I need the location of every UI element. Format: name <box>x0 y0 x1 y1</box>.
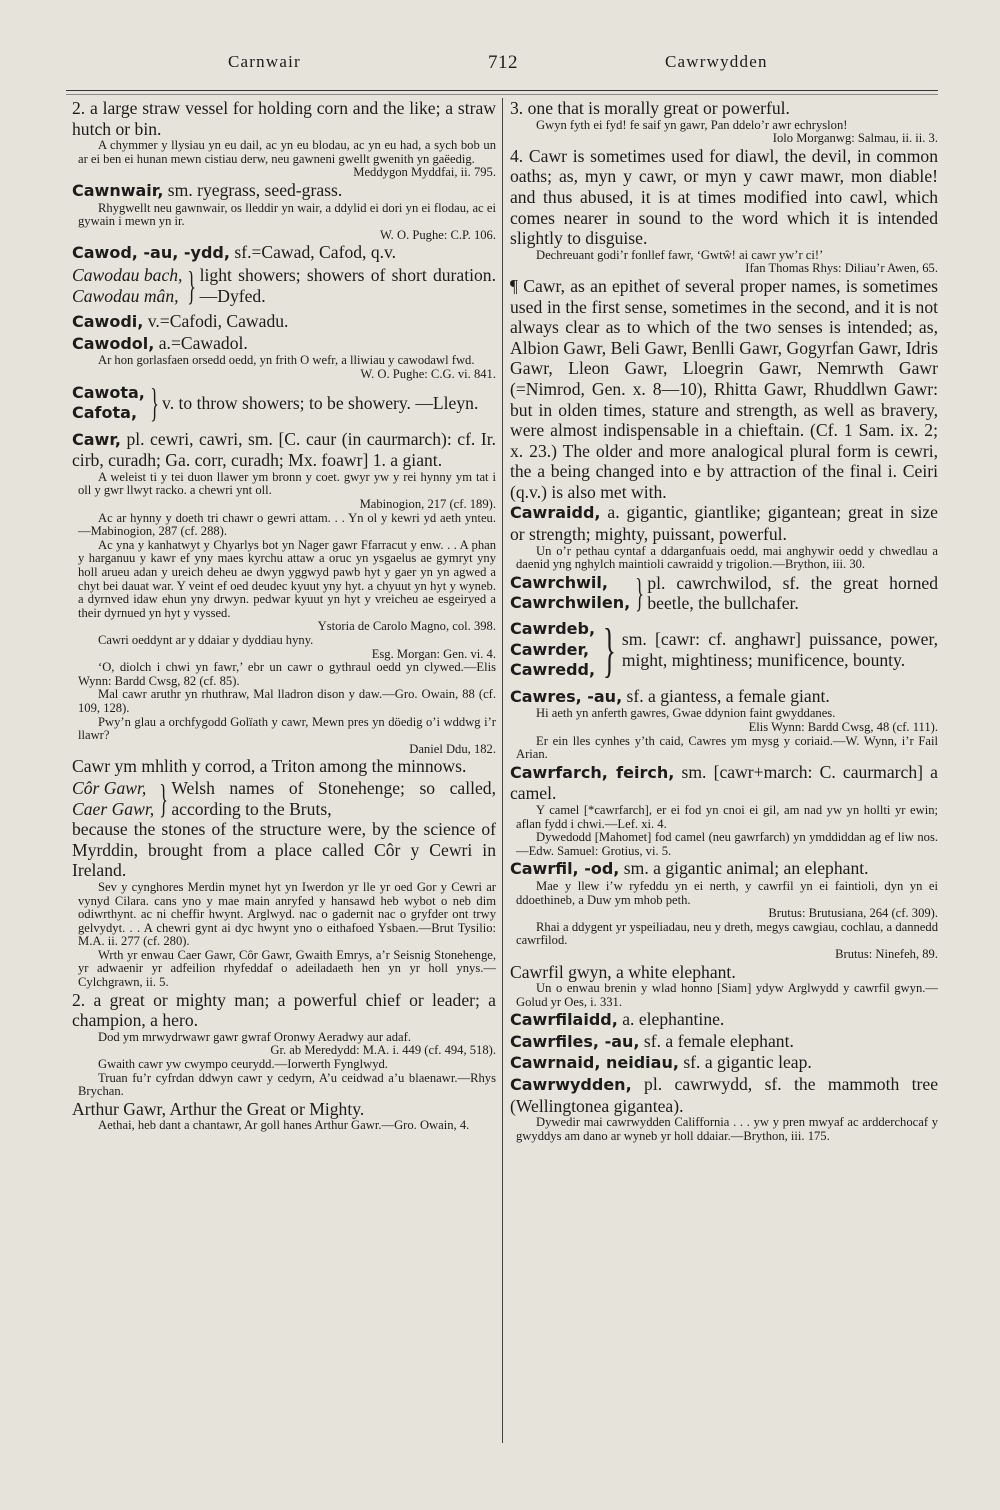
entry-cawres: Cawres, -au, sf. a giantess, a female giant. <box>510 685 830 706</box>
quotation: Ar hon gorlasfaen orsedd oedd, yn frith O wefr, a lliwiau y cawodawl fwd. W. O. Pughe: C.G. vi. 841. <box>72 354 496 381</box>
entry-cawrfarch: Cawrfarch, feirch, sm. [cawr+march: C. caurmarch] a camel. <box>510 761 938 804</box>
headword: Cawrwydden, <box>510 1075 632 1095</box>
quotation: Ac ar hynny y doeth tri chawr o gewri attam. . . Yn ol y kewri yd aeth ynteu.—Mabinogion, 287 (cf. 288). <box>78 510 496 539</box>
quotation: Un o’r pethau cyntaf a ddarganfuais oedd, mai anghywir oedd y chwedlau a daenid yng nghylch maintioli cawraidd y trigolion.—Brython, iii. 30. <box>516 543 938 572</box>
quotation: Ac yna y kanhatwyt y Chyarlys bot yn Nager gawr Ffarracut y enw. . . A phan y harganuu y kawr ef yny maes kyrchu attaw a oruc yn ysgaelus ae gymryt yny holl arueu adan y ureich deheu ae dwyn yggwyd pawb hyt y gaer yn yn agwed a chyt bei dauat war. Y veint ef oed deudec kyuut yny hyt. a chyuut yn hyt y wyneb. a dyrnved idaw ehun yny drwyn. pedwar kyuut yn hyt y vreicheu ae esgeiryed a their dyrnued yn hyt y vyssed. Ystoria de Carolo Magno, col. 398. <box>78 537 496 634</box>
bracketed-definition: Welsh names of Stonehenge; so called, according to the Bruts, <box>171 777 496 819</box>
headword: Cawrdeb, <box>510 619 596 639</box>
quotation: Er ein lles cynhes y’th caid, Cawres ym mysg y coriaid.—W. Wynn, i’r Fail Arian. <box>516 733 938 762</box>
left-column <box>72 98 496 1133</box>
header-left-guideword: Carnwair <box>228 52 301 71</box>
quotation: Dywedir mai cawrwydden Califfornia . . . yw y pren mwyaf ac ardderchocaf y gwyddys am dano ar wyneb yr holl ddaiar.—Brython, iii. 175. <box>516 1115 938 1143</box>
entry-cawodi: Cawodi, v.=Cafodi, Cawadu. <box>72 311 289 332</box>
headword: Cawrfarch, feirch, <box>510 762 675 782</box>
headword: Cawod, -au, -ydd, <box>72 243 230 263</box>
header-right-guideword: Cawrwydden <box>665 52 768 71</box>
headword: Cawrfilaidd, <box>510 1010 618 1030</box>
header-rule <box>66 90 938 91</box>
bracketed-entry-cawodau <box>72 262 496 308</box>
quotation-source: Brutus: Brutusiana, 264 (cf. 309). <box>768 906 938 921</box>
bracketed-entry-cor-gawr <box>72 775 496 821</box>
quotation: Hi aeth yn anferth gawres, Gwae ddynion faint gwyddanes. Elis Wynn: Bardd Cwsg, 48 (cf. 111). <box>510 707 938 734</box>
quotation: Dywedodd [Mahomet] fod camel (neu gawrfarch) yn ymddiddan ag ef liw nos.—Edw. Samuel: Grotius, vi. 5. <box>516 830 938 858</box>
headword: Cawodi, <box>72 312 144 332</box>
headword: Cawrfiles, -au, <box>510 1031 640 1051</box>
quotation-source: W. O. Pughe: C.P. 106. <box>379 227 496 242</box>
quotation-source: W. O. Pughe: C.G. vi. 841. <box>360 366 496 381</box>
entry-cawrfil: Cawrfil, -od, sm. a gigantic animal; an elephant. <box>510 858 869 879</box>
entry-cawrfiles: Cawrfiles, -au, sf. a female elephant. <box>510 1030 794 1051</box>
quotation-source: Gr. ab Meredydd: M.A. i. 449 (cf. 494, 518). <box>270 1043 496 1058</box>
quotation-source: Ystoria de Carolo Magno, col. 398. <box>317 619 496 634</box>
quotation: Wrth yr enwau Caer Gawr, Côr Gawr, Gwaith Emrys, a’r Seisnig Stonehenge, yr adwaenir yr adfeilion rhyfeddaf o adeiladaeth hen yn yr holl ynys.—Cylchgrawn, ii. 5. <box>78 947 496 990</box>
bracketed-definition: light showers; showers of short duration.—Dyfed. <box>199 264 496 306</box>
sense-definition: 3. one that is morally great or powerful. <box>510 98 790 118</box>
headword: Cawnwair, <box>72 180 164 200</box>
bracketed-entry-cawota <box>72 380 496 426</box>
bracketed-entry-cawrdeb <box>510 616 938 683</box>
brace: } <box>150 380 159 426</box>
quotation-source: Esg. Morgan: Gen. vi. 4. <box>371 646 496 661</box>
quotation-source: Elis Wynn: Bardd Cwsg, 48 (cf. 111). <box>748 720 938 734</box>
quotation-source: Ifan Thomas Rhys: Diliau’r Awen, 65. <box>745 261 938 276</box>
phrase-definition: Cawrfil gwyn, a white elephant. <box>510 961 736 982</box>
quotation: Y camel [*cawrfarch], er ei fod yn cnoi ei gil, am nad yw yn hollti yr ewin; aflan fydd i chwi.—Lef. xi. 4. <box>516 802 938 831</box>
quotation-source: Mabinogion, 217 (cf. 189). <box>359 497 496 512</box>
headword: Cawr, <box>72 429 121 449</box>
headword: Cawota, <box>72 382 145 402</box>
quotation: Dod ym mrwydrwawr gawr gwraf Oronwy Aeradwy aur adaf. Gr. ab Meredydd: M.A. i. 449 (cf. 494, 518). <box>72 1031 496 1058</box>
quotation: Cawri oeddynt ar y ddaiar y dyddiau hyny. Esg. Morgan: Gen. vi. 4. <box>72 634 496 661</box>
quotation-source: Brutus: Ninefeh, 89. <box>835 946 938 961</box>
quotation-source: Daniel Ddu, 182. <box>409 741 496 756</box>
entry-cawodol: Cawodol, a.=Cawadol. <box>72 332 248 353</box>
quotation: Truan fu’r cyfrdan ddwyn cawr y cedyrn, A’u ceidwad a’u blaenawr.—Rhys Brychan. <box>78 1070 496 1099</box>
headword: Cafota, <box>72 403 138 423</box>
quotation: Rhai a ddygent yr yspeiliadau, neu y dreth, megys cawgiau, cochlau, a dannedd cawrfilod. Brutus: Ninefeh, 89. <box>516 919 938 961</box>
quotation-source: Iolo Morganwg: Salmau, ii. ii. 3. <box>772 131 938 146</box>
headword: Cawrfil, -od, <box>510 859 620 879</box>
quotation: Sev y cynghores Merdin mynet hyt yn Iwerdon yr lle yr oed Gor y Cewri ar vynyd Cilara. cans yno y mae main anryfed y hansawd heb wybot o neb dim odiwrthynt. ac ni cheffir hwynt. Arglwyd. nac o gadernit nac o gryfder ont trwy gelvydyt. . . A chewri gynt ai dyc hwynt yno o eithafoed Ysbaen.—Brut Tysilio: M.A. ii. 277 (cf. 280). <box>78 879 496 949</box>
headword: Cawrchwilen, <box>510 593 631 613</box>
headword: Cawrnaid, neidiau, <box>510 1053 679 1073</box>
bracketed-entry-cawrchwil <box>510 570 938 616</box>
entry-cawnwair: Cawnwair, sm. ryegrass, seed-grass. <box>72 179 343 200</box>
bracketed-definition: v. to throw showers; to be showery. —Lleyn. <box>162 392 479 413</box>
phrase-definition: Arthur Gawr, Arthur the Great or Mighty. <box>72 1098 365 1119</box>
bracketed-definition: pl. cawrchwilod, sf. the great horned beetle, the bullchafer. <box>647 572 938 614</box>
sense-definition: 2. a great or mighty man; a powerful chief or leader; a champion, a hero. <box>72 989 496 1031</box>
quotation: A weleist ti y tei duon llawer ym bronn y coet. gwyr yw y rei hynny ym tat i oll y gwr llwyt racko. a chewri ynt oll. Mabinogion, 217 (cf. 189). <box>78 469 496 512</box>
entry-cawrwydden: Cawrwydden, pl. cawrwydd, sf. the mammoth tree (Wellingtonea gigantea). <box>510 1074 939 1116</box>
entry-cawr: Cawr, pl. cewri, cawri, sm. [C. caur (in caurmarch): cf. Ir. cirb, curadh; Ga. corr, curadh; Mx. foawr] 1. a giant. <box>72 428 496 471</box>
headword: Cawodol, <box>72 333 155 353</box>
quotation: Pwy’n glau a orchfygodd Golïath y cawr, Mewn pres yn döedig o’i wddwg i’r llawr? Daniel Ddu, 182. <box>78 714 496 756</box>
entry-cawraidd: Cawraidd, a. gigantic, giantlike; gigantean; great in size or strength; mighty, puissant, powerful. <box>510 502 938 545</box>
quotation: ‘O, diolch i chwi yn fawr,’ ebr un cawr o gythraul oedd yn clywed.—Elis Wynn: Bardd Cwsg, 82 (cf. 85). <box>78 660 496 688</box>
phrase: Caer Gawr, <box>72 798 155 819</box>
quotation: Mal cawr aruthr yn rhuthraw, Mal lladron dison y daw.—Gro. Owain, 88 (cf. 109, 128). <box>78 687 496 715</box>
entry-cawod: Cawod, -au, -ydd, sf.=Cawad, Cafod, q.v. <box>72 242 397 263</box>
phrase: Cawodau mân, <box>72 285 179 306</box>
quotation: Rhygwellt neu gawnwair, os lleddir yn wair, a ddylid ei dori yn ei flodau, ac ei gywain i mewn yn ir. W. O. Pughe: C.P. 106. <box>78 200 496 242</box>
phrase-definition: Cawr ym mhlith y corrod, a Triton among the minnows. <box>72 756 467 777</box>
entry-cawrfilaidd: Cawrfilaidd, a. elephantine. <box>510 1009 725 1030</box>
headword: Cawrder, <box>510 639 590 659</box>
brace: } <box>602 616 616 683</box>
quotation: Gwaith cawr yw cwympo ceurydd.—Iorwerth Fynglwyd. <box>98 1057 388 1072</box>
phrase: Côr Gawr, <box>72 777 147 798</box>
column-divider <box>502 98 503 1443</box>
quotation: Dechreuant godi’r fonllef fawr, ‘Gwtŵ! ai cawr yw’r ci!’ Ifan Thomas Rhys: Diliau’r Awen, 65. <box>510 249 938 276</box>
quotation: Aethai, heb dant a chantawr, Ar goll hanes Arthur Gawr.—Gro. Owain, 4. <box>98 1118 470 1133</box>
definition-continuation: because the stones of the structure were, by the science of Myrddin, brought from a place called Côr y Cewri in Ireland. <box>72 819 496 881</box>
quotation: Mae y llew i’w ryfeddu yn ei nerth, y cawrfil yn ei faintioli, dyn yn ei ddoethineb, a Duw ym mhob peth. Brutus: Brutusiana, 264 (cf. 309). <box>516 878 938 921</box>
usage-note: ¶ Cawr, as an epithet of several proper names, is sometimes used in the first sense, sometimes in the second, and it is not always clear as to which of the two senses is intended; as, Albion Gawr, Beli Gawr, Benlli Gawr, Gogyrfan Gawr, Idris Gawr, Lleon Gawr, Lloegrin Gawr, Nemrwth Gawr (=Nimrod, Gen. x. 8—10), Rhitta Gawr, Rhuddlwn Gawr: but in olden times, stature and strength, as well as bravery, were almost indispensable in a chieftain. (Cf. 1 Sam. ix. 2; x. 23.) The older and more analogical plural form is cewri, the a being changed into e by attraction of the final i. Ceiri (q.v.) is also met with. <box>510 275 938 502</box>
quotation: A chymmer y llysiau yn eu dail, ac yn eu blodau, ac yn eu had, a sych bob un ar ei ben ei hunan mewn cistiau derw, neu gawneni gwellt gwenith yn gaëedig. Meddygon Myddfai, ii. 795. <box>78 138 496 180</box>
quotation: Un o enwau brenin y wlad honno [Siam] ydyw Arglwydd y cawrfil gwyn.—Golud yr Oes, i. 331. <box>516 981 938 1009</box>
brace: } <box>187 262 197 308</box>
phrase: Cawodau bach, <box>72 264 183 285</box>
quotation: Gwyn fyth ei fyd! fe saif yn gawr, Pan ddelo’r awr echryslon! Iolo Morganwg: Salmau, ii. ii. 3. <box>510 119 938 146</box>
quotation-source: Meddygon Myddfai, ii. 795. <box>353 165 496 180</box>
bracketed-definition: sm. [cawr: cf. anghawr] puissance, power, might, mightiness; munificence, bounty. <box>621 629 938 670</box>
headword: Cawraidd, <box>510 503 601 523</box>
page-number: 712 <box>488 52 518 73</box>
brace: } <box>635 570 645 616</box>
right-column <box>510 98 938 1143</box>
headword: Cawredd, <box>510 660 596 680</box>
entry-cawrnaid: Cawrnaid, neidiau, sf. a gigantic leap. <box>510 1052 812 1073</box>
brace: } <box>159 775 169 821</box>
sense-definition: 4. Cawr is sometimes used for diawl, the devil, in common oaths; as, myn y cawr, or myn y cawr mawr, mon diable! and thus abused, it is at times modified into cawl, which comes nearer in sound to the word which it is intended slightly to disguise. <box>510 145 938 249</box>
header-rule-thin <box>66 94 938 95</box>
sense-definition: 2. a large straw vessel for holding corn and the like; a straw hutch or bin. <box>72 98 496 139</box>
headword: Cawres, -au, <box>510 686 623 706</box>
headword: Cawrchwil, <box>510 572 608 592</box>
